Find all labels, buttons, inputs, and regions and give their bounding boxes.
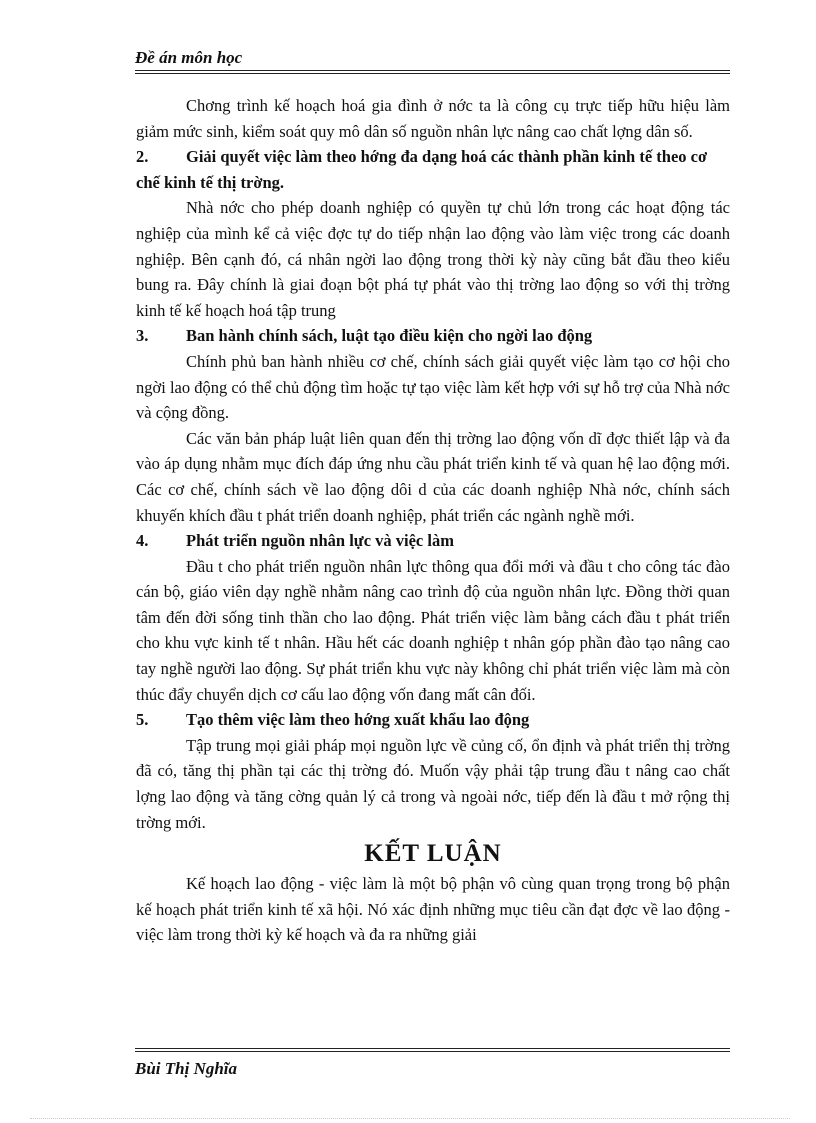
footer-rule-bottom bbox=[135, 1051, 730, 1052]
section-number: 4. bbox=[136, 531, 149, 551]
section-title: Phát triển nguồn nhân lực và việc làm bbox=[186, 531, 454, 551]
section-heading-3 bbox=[136, 323, 730, 349]
section-heading-4 bbox=[136, 528, 730, 554]
paragraph: Nhà nớc cho phép doanh nghiệp có quyền tự chủ lớn trong các hoạt động tác nghiệp của mình kể cả việc đợc tự do tiếp nhận lao động vào làm việc trong các doanh nghiệp. Bên cạnh đó, cá nhân ngời lao động trong thời kỳ này cũng bắt đầu theo kiểu bung ra. Đây chính là giai đoạn bột phá tự phát vào thị trờng lao động so với thị trờng kinh tế kế hoạch hoá tập trung bbox=[136, 198, 730, 320]
footer-author: Bùi Thị Nghĩa bbox=[135, 1059, 238, 1078]
paragraph: Chơng trình kế hoạch hoá gia đình ở nớc ta là công cụ trực tiếp hữu hiệu làm giảm mức sinh, kiểm soát quy mô dân số nguồn nhân lực nâng cao chất lợng dân số. bbox=[136, 96, 730, 141]
section-heading-5 bbox=[136, 707, 730, 733]
header-rule-bottom bbox=[135, 73, 730, 74]
section-number: 2. bbox=[136, 147, 149, 167]
section-title: Tạo thêm việc làm theo hớng xuất khẩu lao động bbox=[186, 710, 530, 730]
section-number: 3. bbox=[136, 326, 149, 346]
document-body bbox=[136, 93, 730, 948]
section-heading-2 bbox=[136, 144, 730, 195]
paragraph: Tập trung mọi giải pháp mọi nguồn lực về củng cố, ổn định và phát triển thị trờng đã có, tăng thị phần tại các thị trờng đó. Muốn vậy phải tập trung đầu t nâng cao chất lợng lao động và tăng cờng quản lý cả trong và ngoài nớc, tiếp đến là đầu t mở rộng thị trờng mới. bbox=[136, 735, 730, 832]
page-header-title: Đề án môn học bbox=[135, 48, 243, 67]
paragraph: Các văn bản pháp luật liên quan đến thị trờng lao động vốn dĩ đợc thiết lập và đa vào áp dụng nhằm mục đích đáp ứng nhu cầu phát triển kinh tế và quan hệ lao động mới. Các cơ chế, chính sách về lao động dôi d của các doanh nghiệp Nhà nớc, chính sách khuyến khích đầu t phát triển doanh nghiệp, phát triển các ngành nghề mới. bbox=[136, 428, 730, 525]
conclusion-title: KẾT LUẬN bbox=[364, 840, 502, 868]
footer-rule-top bbox=[135, 1048, 730, 1049]
paragraph: Chính phủ ban hành nhiều cơ chế, chính sách giải quyết việc làm tạo cơ hội cho ngời lao động có thể chủ động tìm hoặc tự tạo việc làm kết hợp với sự hỗ trợ của Nhà nớc và cộng đồng. bbox=[136, 351, 730, 423]
paragraph: Đầu t cho phát triển nguồn nhân lực thông qua đổi mới và đầu t cho công tác đào cán bộ, giáo viên dạy nghề nhằm nâng cao trình độ của nguồn nhân lực. Đồng thời quan tâm đến đời sống tinh thần cho lao động. Phát triển việc làm bằng cách đầu t phát triển cho khu vực kinh tế t nhân. Hầu hết các doanh nghiệp t nhân góp phần đào tạo nâng cao tay nghề người lao động. Sự phát triển khu vực này không chỉ phát triển việc làm mà còn thúc đẩy chuyển dịch cơ cấu lao động vốn đang mất cân đối. bbox=[136, 556, 730, 704]
paragraph: Kế hoạch lao động - việc làm là một bộ phận vô cùng quan trọng trong bộ phận kế hoạch phát triển kinh tế xã hội. Nó xác định những mục tiêu cần đạt đợc về lao động - việc làm trong thời kỳ kế hoạch và đa ra những giải bbox=[136, 874, 730, 945]
section-title: Giải quyết việc làm theo hớng đa dạng hoá các thành phần kinh tế theo cơ chế kinh tế thị trờng. bbox=[136, 147, 708, 192]
header-rule-top bbox=[135, 70, 730, 71]
page-bottom-dotted-line bbox=[30, 1118, 790, 1119]
section-number: 5. bbox=[136, 710, 149, 730]
section-title: Ban hành chính sách, luật tạo điều kiện cho ngời lao động bbox=[186, 326, 593, 346]
